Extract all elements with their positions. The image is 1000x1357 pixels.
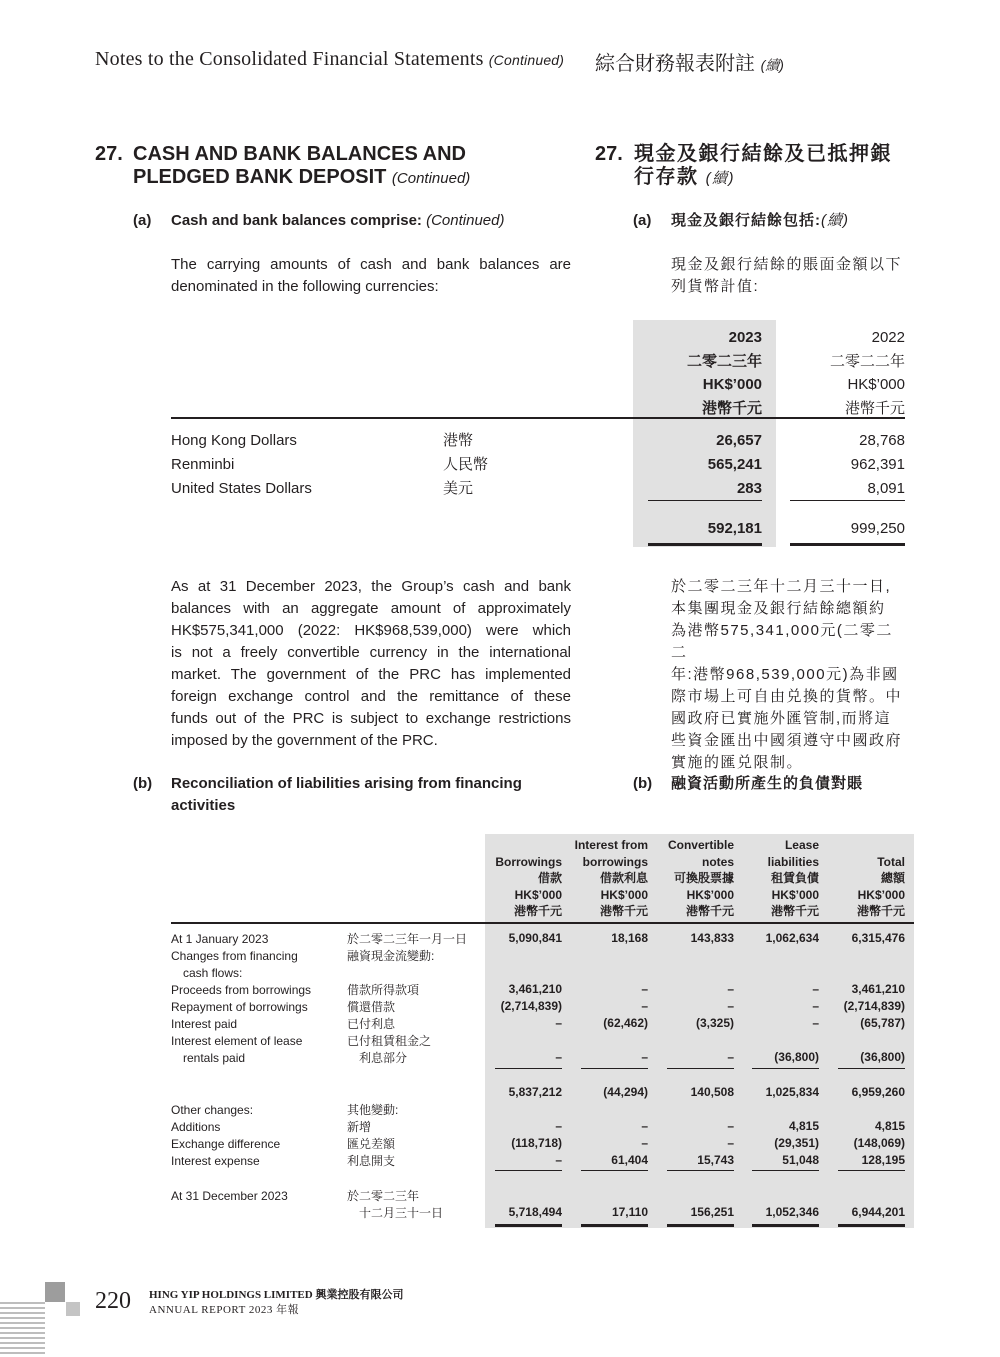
note-zh-line: 國政府已實施外匯管制,而將這 bbox=[671, 710, 892, 727]
intro-line: The carrying amounts of cash and bank balances are bbox=[171, 256, 571, 273]
cell-value: – bbox=[727, 1119, 734, 1133]
total-double-rule bbox=[838, 1224, 905, 1227]
year-label-zh: 二零二三年 bbox=[686, 352, 762, 370]
part-a-continued-zh: (續) bbox=[821, 212, 849, 229]
year-label: 2022 bbox=[871, 329, 905, 346]
cell-value: (2,714,839) bbox=[843, 999, 905, 1013]
column-header-line: 可換股票據 bbox=[673, 871, 734, 885]
row-label-zh: 已付租賃租金之 bbox=[347, 1034, 432, 1048]
subtotal-rule bbox=[667, 1068, 734, 1069]
row-label-zh: 已付利息 bbox=[347, 1017, 396, 1031]
unit-label-zh: 港幣千元 bbox=[701, 400, 762, 418]
cell-value: 128,195 bbox=[861, 1153, 905, 1167]
cell-value: 1,052,346 bbox=[765, 1205, 819, 1219]
cell-value: – bbox=[727, 1136, 734, 1150]
table-b-column-header bbox=[462, 837, 562, 920]
row-label-zh: 利息部分 bbox=[359, 1051, 408, 1065]
row-label-zh: 於二零二三年 bbox=[347, 1189, 420, 1203]
year-label: 2023 bbox=[728, 329, 762, 346]
currency-zh: 美元 bbox=[443, 480, 474, 497]
cell-value: – bbox=[812, 1016, 819, 1030]
note-line: balances with an aggregate amount of approximately bbox=[171, 600, 571, 617]
subtotal-rule bbox=[838, 1068, 905, 1069]
row-label-en: Interest expense bbox=[171, 1154, 260, 1168]
cell-value: (3,325) bbox=[695, 1016, 734, 1030]
row-label-en: Other changes: bbox=[171, 1103, 254, 1117]
col-header-2022 bbox=[776, 326, 905, 421]
part-a-title-zh-text: 現金及銀行結餘包括: bbox=[671, 212, 821, 229]
column-header-line: 港幣千元 bbox=[856, 904, 905, 918]
unit-label-zh: 港幣千元 bbox=[844, 400, 905, 418]
part-a-intro-zh bbox=[671, 254, 911, 298]
cell-value: (2,714,839) bbox=[500, 999, 562, 1013]
cell-value: 15,743 bbox=[697, 1153, 734, 1167]
col-header-2023 bbox=[633, 326, 762, 421]
note-line: is not a freely convertible currency in the international bbox=[171, 644, 571, 661]
section-continued: (Continued) bbox=[391, 170, 471, 187]
cell-value: 5,837,212 bbox=[508, 1085, 562, 1099]
column-header-line: 借款 bbox=[537, 871, 562, 885]
cell-value: – bbox=[812, 999, 819, 1013]
row-label-zh: 借款所得款項 bbox=[347, 983, 420, 997]
section-number: 27. bbox=[95, 143, 123, 165]
row-label-zh: 新增 bbox=[347, 1120, 372, 1134]
note-zh-line: 年:港幣968,539,000元)為非國 bbox=[671, 666, 899, 683]
cell-value: 3,461,210 bbox=[508, 982, 562, 996]
currency-zh: 人民幣 bbox=[443, 456, 489, 473]
value-2022: 8,091 bbox=[867, 480, 905, 497]
cell-value: 140,508 bbox=[690, 1085, 734, 1099]
note-zh-line: 些資金匯出中國須遵守中國政府 bbox=[671, 732, 903, 749]
cell-value: – bbox=[555, 1016, 562, 1030]
footer-decoration bbox=[0, 1280, 90, 1357]
subtotal-rule bbox=[838, 1170, 905, 1171]
subtotal-rule bbox=[495, 1170, 562, 1171]
cell-value: 1,062,634 bbox=[765, 931, 819, 945]
cell-value: 61,404 bbox=[611, 1153, 648, 1167]
row-label-zh: 十二月三十一日 bbox=[359, 1206, 444, 1220]
currency-en: Renminbi bbox=[171, 456, 235, 473]
column-header-line: 港幣千元 bbox=[513, 904, 562, 918]
intro-zh-line: 列貨幣計值: bbox=[671, 278, 760, 295]
section-title-en bbox=[133, 143, 470, 190]
row-label-zh: 其他變動: bbox=[347, 1103, 399, 1117]
row-label-en: At 31 December 2023 bbox=[171, 1189, 288, 1203]
total-2023: 592,181 bbox=[707, 520, 762, 537]
column-header-line: liabilities bbox=[767, 854, 819, 869]
column-header-line: 港幣千元 bbox=[685, 904, 734, 918]
row-label-zh: 匯兑差額 bbox=[347, 1137, 396, 1151]
cell-value: 51,048 bbox=[782, 1153, 819, 1167]
column-header-line: Borrowings bbox=[495, 854, 562, 869]
column-header-line: notes bbox=[701, 854, 734, 869]
cell-value: – bbox=[641, 999, 648, 1013]
table-b-column-header bbox=[548, 837, 648, 920]
row-label-en: At 1 January 2023 bbox=[171, 932, 269, 946]
part-b-label-zh: (b) bbox=[633, 775, 653, 792]
header-title-zh: 綜合財務報表附註 bbox=[595, 53, 755, 75]
part-b-title-line2: activities bbox=[171, 797, 236, 814]
cell-value: – bbox=[727, 1050, 734, 1064]
running-header-en bbox=[95, 48, 564, 71]
cell-value: (118,718) bbox=[511, 1136, 562, 1150]
row-label-en: Exchange difference bbox=[171, 1137, 281, 1151]
note-zh-line: 本集團現金及銀行結餘總額約 bbox=[671, 600, 886, 617]
cell-value: – bbox=[727, 999, 734, 1013]
table-b-header-rule bbox=[171, 922, 914, 924]
part-a-label: (a) bbox=[133, 212, 152, 229]
part-a-continued: (Continued) bbox=[426, 212, 505, 229]
running-header-zh bbox=[595, 47, 784, 76]
note-zh-line: 際市場上可自由兑換的貨幣。中 bbox=[671, 688, 903, 705]
note-line: foreign exchange control and the remittance of these bbox=[171, 688, 571, 705]
column-header-line: HK$’000 bbox=[514, 887, 562, 902]
total-2022: 999,250 bbox=[850, 520, 905, 537]
cell-value: – bbox=[555, 1153, 562, 1167]
header-continued: (Continued) bbox=[488, 52, 565, 68]
subtotal-rule bbox=[581, 1170, 648, 1171]
cell-value: – bbox=[812, 982, 819, 996]
cell-value: (36,800) bbox=[860, 1050, 905, 1064]
table-b-column-header bbox=[805, 837, 905, 920]
row-label-zh: 於二零二三年一月一日 bbox=[347, 932, 468, 946]
cell-value: 3,461,210 bbox=[851, 982, 905, 996]
section-title-zh-line2 bbox=[634, 166, 892, 190]
column-header-line: borrowings bbox=[582, 854, 648, 869]
value-2023: 26,657 bbox=[716, 432, 762, 449]
currency-en: United States Dollars bbox=[171, 480, 312, 497]
cell-value: 5,090,841 bbox=[508, 931, 562, 945]
cell-value: 6,315,476 bbox=[851, 931, 905, 945]
cell-value: – bbox=[641, 1050, 648, 1064]
header-title: Notes to the Consolidated Financial Statements bbox=[95, 48, 484, 70]
value-2023: 565,241 bbox=[707, 456, 762, 473]
column-header-line: Convertible bbox=[667, 838, 734, 852]
part-a-title bbox=[171, 210, 504, 232]
cell-value: – bbox=[641, 982, 648, 996]
column-header-line: HK$’000 bbox=[600, 887, 648, 902]
table-header-rule bbox=[171, 417, 905, 419]
note-line: As at 31 December 2023, the Group’s cash and bank bbox=[171, 578, 571, 595]
section-number-zh: 27. bbox=[595, 143, 623, 165]
total-double-rule-2023 bbox=[648, 543, 762, 546]
cell-value: 4,815 bbox=[874, 1119, 905, 1133]
section-title-line2 bbox=[133, 166, 470, 190]
row-label-zh: 融資現金流變動: bbox=[347, 949, 435, 963]
subtotal-rule bbox=[752, 1170, 819, 1171]
row-label-zh: 利息開支 bbox=[347, 1154, 396, 1168]
subtotal-rule-2022 bbox=[790, 500, 905, 501]
subtotal-rule bbox=[667, 1170, 734, 1171]
column-header-line: 借款利息 bbox=[599, 871, 648, 885]
column-header-line: Interest from bbox=[574, 838, 648, 852]
unit-label: HK$’000 bbox=[847, 376, 905, 394]
cell-value: 1,025,834 bbox=[765, 1085, 819, 1099]
year-label-zh: 二零二二年 bbox=[829, 352, 905, 370]
cell-value: 6,944,201 bbox=[851, 1205, 905, 1219]
column-header-line: HK$’000 bbox=[857, 887, 905, 902]
row-label-en: Proceeds from borrowings bbox=[171, 983, 312, 997]
section-title-line2-text: PLEDGED BANK DEPOSIT bbox=[133, 166, 387, 188]
cell-value: (65,787) bbox=[860, 1016, 905, 1030]
row-label-en: Interest paid bbox=[171, 1017, 238, 1031]
column-header-line bbox=[805, 837, 905, 854]
cell-value: – bbox=[555, 1050, 562, 1064]
currency-zh: 港幣 bbox=[443, 432, 474, 449]
intro-line: denominated in the following currencies: bbox=[171, 278, 439, 295]
cell-value: (44,294) bbox=[603, 1085, 648, 1099]
part-b-title-line1: Reconciliation of liabilities arising from financing bbox=[171, 775, 522, 792]
section-title-zh bbox=[634, 143, 892, 190]
unit-label: HK$’000 bbox=[702, 376, 762, 394]
cell-value: 17,110 bbox=[611, 1205, 648, 1219]
table-row bbox=[171, 429, 905, 453]
note-line: funds out of the PRC is subject to exchange restrictions bbox=[171, 710, 571, 727]
cell-value: – bbox=[555, 1119, 562, 1133]
total-double-rule bbox=[495, 1224, 562, 1227]
note-zh-line: 為港幣575,341,000元(二零二二 bbox=[671, 622, 893, 661]
cell-value: 4,815 bbox=[788, 1119, 819, 1133]
value-2022: 28,768 bbox=[859, 432, 905, 449]
total-double-rule bbox=[581, 1224, 648, 1227]
part-a-title-text: Cash and bank balances comprise: bbox=[171, 212, 422, 229]
footer-company: HING YIP HOLDINGS LIMITED 興業控股有限公司 bbox=[149, 1289, 404, 1301]
currency-en: Hong Kong Dollars bbox=[171, 432, 297, 449]
footer-report: ANNUAL REPORT 2023 年報 bbox=[149, 1304, 300, 1316]
section-continued-zh: (續) bbox=[705, 170, 736, 187]
subtotal-rule bbox=[495, 1068, 562, 1069]
cell-value: 156,251 bbox=[690, 1205, 734, 1219]
row-label-en: rentals paid bbox=[183, 1051, 246, 1065]
currency-table-body bbox=[171, 429, 905, 501]
row-label-en: cash flows: bbox=[183, 966, 243, 980]
total-double-rule-2022 bbox=[790, 543, 905, 546]
column-header-line: HK$’000 bbox=[686, 887, 734, 902]
cell-value: – bbox=[641, 1119, 648, 1133]
section-title-zh-line2-text: 行存款 bbox=[634, 166, 699, 188]
note-line: HK$575,341,000 (2022: HK$968,539,000) were which bbox=[171, 622, 571, 639]
cell-value: (36,800) bbox=[774, 1050, 819, 1064]
cell-value: (29,351) bbox=[774, 1136, 819, 1150]
column-header-line: 總額 bbox=[880, 871, 905, 885]
row-label-en: Repayment of borrowings bbox=[171, 1000, 308, 1014]
note-en bbox=[171, 576, 571, 752]
intro-zh-line: 現金及銀行結餘的賬面金額以下 bbox=[671, 256, 903, 273]
row-label-en: Additions bbox=[171, 1120, 221, 1134]
column-header-line: 租賃負債 bbox=[770, 871, 819, 885]
note-line: market. The government of the PRC has implemented bbox=[171, 666, 571, 683]
header-continued-zh: (續) bbox=[760, 57, 784, 73]
table-b-column-header bbox=[719, 837, 819, 920]
column-header-line: Total bbox=[877, 854, 905, 869]
note-zh-line: 實施的匯兑限制。 bbox=[671, 754, 804, 771]
cell-value: 5,718,494 bbox=[508, 1205, 562, 1219]
part-a-title-zh bbox=[671, 210, 849, 232]
cell-value: – bbox=[641, 1136, 648, 1150]
value-2022: 962,391 bbox=[850, 456, 905, 473]
part-a-intro-en bbox=[171, 254, 571, 298]
subtotal-rule-2023 bbox=[648, 500, 762, 501]
column-header-line: HK$’000 bbox=[771, 887, 819, 902]
note-line: imposed by the government of the PRC. bbox=[171, 732, 438, 749]
note-zh-line: 於二零二三年十二月三十一日, bbox=[671, 578, 892, 595]
section-title-line1: CASH AND BANK BALANCES AND bbox=[133, 143, 466, 165]
column-header-line: 港幣千元 bbox=[770, 904, 819, 918]
subtotal-rule bbox=[752, 1068, 819, 1069]
section-title-zh-line1: 現金及銀行結餘及已抵押銀 bbox=[634, 143, 892, 165]
column-header-line: 港幣千元 bbox=[599, 904, 648, 918]
cell-value: – bbox=[727, 982, 734, 996]
cell-value: (148,069) bbox=[853, 1136, 905, 1150]
value-2023: 283 bbox=[736, 480, 762, 497]
table-row bbox=[171, 453, 905, 477]
cell-value: 143,833 bbox=[690, 931, 734, 945]
part-b-title bbox=[171, 773, 522, 817]
row-label-en: Interest element of lease bbox=[171, 1034, 303, 1048]
page-number: 220 bbox=[95, 1288, 131, 1314]
part-b-label: (b) bbox=[133, 775, 153, 792]
part-b-title-zh: 融資活動所產生的負債對賬 bbox=[671, 775, 864, 792]
part-a-label-zh: (a) bbox=[633, 212, 652, 229]
row-label-zh: 償還借款 bbox=[347, 1000, 396, 1014]
column-header-line: Lease bbox=[784, 838, 819, 852]
subtotal-rule bbox=[581, 1068, 648, 1069]
cell-value: 6,959,260 bbox=[851, 1085, 905, 1099]
total-double-rule bbox=[667, 1224, 734, 1227]
total-double-rule bbox=[752, 1224, 819, 1227]
table-row bbox=[171, 477, 905, 501]
row-label-en: Changes from financing bbox=[171, 949, 298, 963]
cell-value: 18,168 bbox=[611, 931, 648, 945]
column-header-line bbox=[462, 837, 562, 854]
cell-value: (62,462) bbox=[603, 1016, 648, 1030]
note-zh bbox=[671, 576, 906, 774]
